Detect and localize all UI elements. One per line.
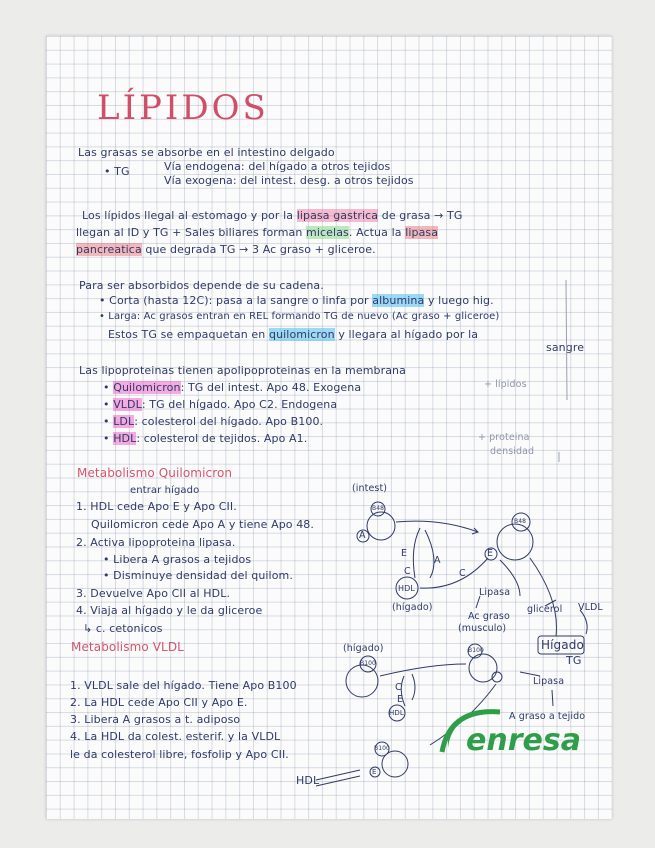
hdl-bullet: • HDL: colesterol de tejidos. Apo A1. xyxy=(103,432,308,445)
c-transfer-label: C xyxy=(459,568,466,579)
chylo-step-2a: • Libera A grasos a tejidos xyxy=(103,553,252,566)
density-note: densidad xyxy=(490,446,535,457)
glycerol-label: glicerol xyxy=(527,604,563,615)
muscle-label: (musculo) xyxy=(458,623,507,634)
fatty-acid-label: Ac graso xyxy=(468,611,510,622)
text: que degrada TG → 3 Ac graso + gliceroe. xyxy=(145,243,376,256)
b100-label: B100 xyxy=(360,660,376,667)
more-protein-note: + proteina xyxy=(478,432,530,443)
hdl-bottom-label: HDL xyxy=(296,774,320,787)
vldl-step-2: 2. La HDL cede Apo CII y Apo E. xyxy=(70,696,248,709)
tg-bullet: • TG xyxy=(104,165,130,178)
fatty-acid-tissue-label: A graso a tejido xyxy=(509,711,586,722)
text: de grasa → TG xyxy=(381,209,463,222)
apo-e-label: E xyxy=(487,548,494,559)
text: llegan al ID y TG + Sales biliares forman xyxy=(76,226,303,239)
b48-remnant-label: B48 xyxy=(514,518,527,525)
hdl-diagram-label: HDL xyxy=(398,584,415,593)
absorption-line: Las grasas se absorbe en el intestino delgado xyxy=(78,146,335,159)
chain-line: Para ser absorbidos depende de su cadena. xyxy=(79,279,324,292)
tg-liver-label: TG xyxy=(566,654,582,667)
c-transfer-label-2: C xyxy=(404,566,411,577)
intestine-label: (intest) xyxy=(352,483,388,494)
chylo-step-2: 2. Activa lipoproteina lipasa. xyxy=(76,536,236,549)
text: . Actua la xyxy=(348,226,402,239)
lipase-label: Lipasa xyxy=(479,587,511,598)
b100-remnant-label: B100 xyxy=(468,647,484,654)
chylo-step-4b: ↳ c. cetonicos xyxy=(83,622,163,635)
text: : TG del hígado. Apo C2. Endogena xyxy=(141,398,338,411)
vldl-bullet: • VLDL: TG del hígado. Apo C2. Endogena xyxy=(103,398,338,411)
chylo-step-2b: • Disminuye densidad del quilom. xyxy=(103,569,293,582)
chylomicron-highlight: quilomicron xyxy=(269,328,335,341)
e-ldl-label: E xyxy=(372,768,377,776)
text: y llegara al hígado por la xyxy=(338,328,479,341)
c-label: C xyxy=(395,682,402,693)
albumin-highlight: albumina xyxy=(372,294,425,307)
lipase-label-2: Lipasa xyxy=(533,676,565,687)
text: y luego hig. xyxy=(427,294,494,307)
text: : colesterol de tejidos. Apo A1. xyxy=(136,432,308,445)
more-lipids-note: + lípidos xyxy=(484,379,527,390)
text: Los lípidos llegal al estomago y por la xyxy=(82,209,294,222)
hdl-label: HDL xyxy=(113,432,137,445)
e-label: E xyxy=(397,694,404,705)
hdl-small-label: HDL xyxy=(389,709,404,717)
vldl-metabolism-header: Metabolismo VLDL xyxy=(71,640,184,654)
vldl-step-4: 4. La HDL da colest. esterif. y la VLDL xyxy=(70,730,281,743)
e-transfer-label: E xyxy=(401,548,408,559)
vldl-step-5: le da colesterol libre, fosfolip y Apo CII. xyxy=(70,748,289,761)
enresa-logo-text: enresa xyxy=(466,723,581,758)
b48-label: B48 xyxy=(372,505,385,512)
text: : TG del intest. Apo 48. Exogena xyxy=(180,381,362,394)
lipase-highlight: lipasa xyxy=(405,226,439,239)
text: : colesterol del hígado. Apo B100. xyxy=(134,415,324,428)
chylomicron-label: Quilomicron xyxy=(113,381,181,394)
chylo-step-1: 1. HDL cede Apo E y Apo CII. xyxy=(76,500,237,513)
chylo-step-1b: Quilomicron cede Apo A y tiene Apo 48. xyxy=(91,518,314,531)
endogenous-route: Vía endogena: del hígado a otros tejidos xyxy=(164,160,391,173)
chylo-step-4: 4. Viaja al hígado y le da gliceroe xyxy=(76,604,263,617)
vldl-step-3: 3. Libera A grasos a t. adiposo xyxy=(70,713,241,726)
liver-box-label: Hígado xyxy=(541,638,584,652)
ldl-label: LDL xyxy=(113,415,135,428)
apo-a-label: A xyxy=(359,530,366,541)
page-title: LÍPIDOS xyxy=(97,88,269,128)
text: • Corta (hasta 12C): pasa a la sangre o linfa por xyxy=(99,294,369,307)
b100-ldl-label: B100 xyxy=(374,745,390,752)
pancreatic-highlight: pancreatica xyxy=(76,243,142,256)
micelles-highlight: micelas xyxy=(306,226,349,239)
chylomicron-metabolism-header: Metabolismo Quilomicron xyxy=(77,466,233,480)
enter-liver-note: entrar hígado xyxy=(130,485,200,496)
a-transfer-label: A xyxy=(434,555,441,566)
vldl-label: VLDL xyxy=(113,398,142,411)
gastric-lipase-highlight: lipasa gastrica xyxy=(296,209,379,222)
liver-paren-label: (hígado) xyxy=(392,602,433,613)
vldl-diagram-label: VLDL xyxy=(578,602,603,613)
lipoprotein-line: Las lipoproteinas tienen apolipoproteinas en la membrana xyxy=(79,364,406,377)
vldl-step-1: 1. VLDL sale del hígado. Tiene Apo B100 xyxy=(70,679,297,692)
chylomicron-bullet: • Quilomicron: TG del intest. Apo 48. Exogena xyxy=(103,381,362,394)
text: Estos TG se empaquetan en xyxy=(108,328,266,341)
long-chain-line: • Larga: Ac grasos entran en REL formando TG de nuevo (Ac graso + gliceroe) xyxy=(99,311,500,322)
exogenous-route: Vía exogena: del intest. desg. a otros tejidos xyxy=(164,174,414,187)
liver-paren-label-2: (hígado) xyxy=(343,643,384,654)
blood-word: sangre xyxy=(546,341,585,354)
chylo-step-3: 3. Devuelve Apo CII al HDL. xyxy=(76,587,231,600)
ldl-bullet: • LDL: colesterol del hígado. Apo B100. xyxy=(103,415,324,428)
